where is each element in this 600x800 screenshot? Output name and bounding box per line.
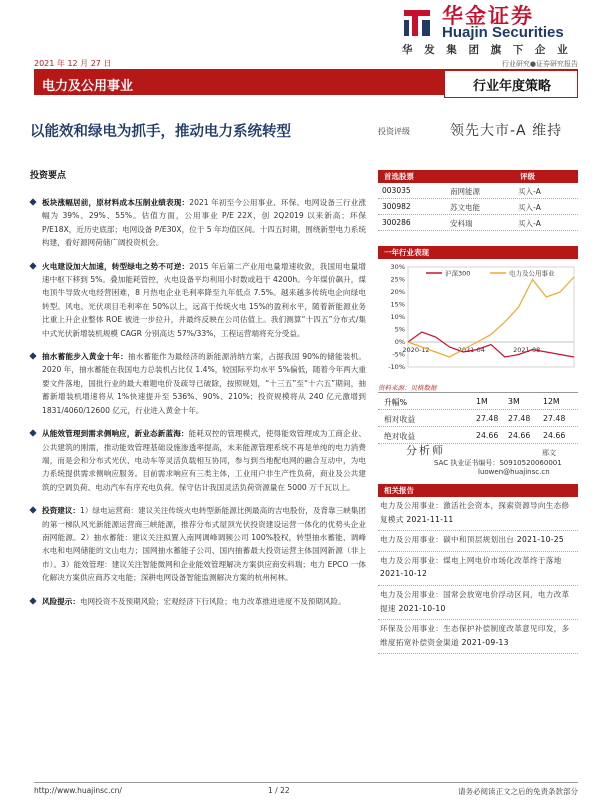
key-point <box>30 260 366 340</box>
related-header: 相关报告 <box>378 484 578 497</box>
stock-code: 300982 <box>382 202 411 211</box>
key-point-text: 抽水蓄能作为最经济的新能源消纳方案，占据我国 90%的储能装机。2020 年，抽水蓄能在我国电力总装机占比仅 1.4%，较国际平均水平 5%偏低，随着今年两大重要文件落地，国批行业的最大难题电价及疏导已破除，按照规划，“十三五”至“十六五”期间，抽蓄新增装机增速将从 1%快速提升至 536%、90%、210%；投资规模将从 240 亿元激增到 1831/4060/12600 亿元，行业进入黄金十年。 <box>42 352 367 415</box>
industry-name: 电力及公用事业 <box>42 79 134 94</box>
related-reports <box>378 484 578 654</box>
rating-label: 投资评级 <box>378 127 410 136</box>
diamond-bullet-icon <box>29 352 36 359</box>
table-header-cell: 1M <box>476 397 488 406</box>
logo-english-name: Huajin Securities <box>442 24 564 41</box>
key-point-lead: 从能效管理到需求侧响应，新业态新蓝海： <box>42 429 189 439</box>
legend-label: 沪深300 <box>445 269 471 278</box>
key-point-lead: 风险提示： <box>42 596 80 606</box>
table-cell: 27.48 <box>543 414 566 423</box>
logo-chinese-name: 华金证券 <box>442 4 534 28</box>
industry-band <box>34 71 578 95</box>
table-cell: 27.48 <box>476 414 499 423</box>
report-title: 以能效和绿电为抓手，推动电力系统转型 <box>30 124 291 140</box>
stock-code: 300286 <box>382 218 411 227</box>
footer-rule <box>34 782 578 783</box>
y-tick-label: 20% <box>390 288 405 296</box>
key-points-heading: 投资要点 <box>30 171 67 181</box>
table-cell: 24.66 <box>476 431 499 440</box>
table-header-row <box>378 393 578 410</box>
table-row <box>378 183 578 199</box>
key-point <box>30 350 366 417</box>
related-report-date: 2021-09-13 <box>461 637 509 647</box>
related-report-title: 环保及公用事业：生态保护补偿制度改革意见印发，多维度拓宽补偿资金渠道 <box>380 624 570 647</box>
chart-source: 资料来源：贝格数据 <box>378 384 437 392</box>
y-tick-label: 30% <box>390 263 405 271</box>
related-report-item[interactable] <box>378 620 578 654</box>
stock-rating: 买入-A <box>518 203 541 212</box>
table-row <box>378 215 578 231</box>
performance-header: 一年行业表现 <box>378 246 578 259</box>
footer-url[interactable]: http://www.huajinsc.cn/ <box>34 786 122 795</box>
table-row <box>378 410 578 427</box>
stock-name: 南网能源 <box>450 187 480 196</box>
related-report-title: 电力及公用事业：激活社会资本，探索资源导向生态修复模式 <box>380 501 570 524</box>
report-type: 行业研究●证券研究报告 <box>501 60 578 68</box>
key-point-text: 电网投资不及预期风险；宏观经济下行风险；电力改革推进进度不及预期风险。 <box>79 596 346 606</box>
x-tick-label: 2021-04 <box>457 346 485 354</box>
y-tick-label: 25% <box>390 275 405 284</box>
related-report-item[interactable] <box>378 552 578 586</box>
key-point <box>30 427 366 494</box>
diamond-bullet-icon <box>29 597 36 604</box>
stocks-header-left: 首选股票 <box>384 172 414 181</box>
key-points-column <box>30 168 366 618</box>
analyst-email[interactable]: luowen@huajinsc.cn <box>478 468 550 476</box>
analyst-certificate: SAC 执业证书编号：S0910520060001 <box>434 459 562 467</box>
key-point-lead: 火电建设加大加速，转型绿电之势不可逆： <box>42 261 190 271</box>
key-point-text: 能耗双控的管理模式，使得能效管理成为工商企业、公共建筑的刚需，推动能效管理基础设施渗透率提高，未来能源管理系统不再是单纯的电力消费端，而是会和分布式光伏、电动车等灵活负载相互协同，参与到当地配电网的融合互动中，为电力系统提供需求侧响应服务。目前需求响应有三类主体，工业用户非生产性负荷，商业及公共建筑的空调负荷、电动汽车有序充电负荷。保守估计我国灵活负荷资源量在 5000 万千瓦以上。 <box>42 429 366 492</box>
table-header-cell: 3M <box>508 397 520 406</box>
group-tagline: 华 发 集 团 旗 下 企 业 <box>402 44 572 56</box>
stock-rating: 买入-A <box>518 219 541 228</box>
strategy-box <box>444 71 578 98</box>
table-cell: 绝对收益 <box>384 432 416 441</box>
key-point-lead: 板块涨幅居前，原材料成本压制业绩表现： <box>42 198 190 207</box>
stocks-header <box>378 170 578 183</box>
performance-table <box>378 392 578 444</box>
y-tick-label: -5% <box>392 350 405 359</box>
legend-label: 电力及公用事业 <box>509 269 555 278</box>
table-cell: 27.48 <box>508 414 531 423</box>
x-tick-label: 2020-12 <box>402 346 430 354</box>
stocks-header-right: 评级 <box>520 172 535 181</box>
related-report-date: 2021-10-10 <box>398 603 446 613</box>
y-tick-label: 5% <box>394 325 405 334</box>
table-cell: 24.66 <box>543 431 566 440</box>
related-report-title: 电力及公用事业：国常会放宽电价浮动区间，电力改革提速 <box>380 589 570 613</box>
y-tick-label: -10% <box>388 363 405 371</box>
x-tick-label: 2021-08 <box>513 346 541 354</box>
related-report-date: 2021-10-12 <box>380 569 428 579</box>
key-point-lead: 抽水蓄能步入黄金十年： <box>42 352 128 362</box>
analyst-block <box>378 442 578 478</box>
related-report-date: 2021-11-11 <box>406 514 454 524</box>
huajin-logo-icon <box>400 6 434 40</box>
y-tick-label: 15% <box>390 300 405 309</box>
related-report-title: 电力及公用事业：煤电上网电价市场化改革终于落地 <box>380 555 562 565</box>
performance-line-chart <box>378 259 578 373</box>
related-report-item[interactable] <box>378 497 578 531</box>
table-header-cell: 升幅% <box>384 398 408 407</box>
analyst-name: 邢文 <box>542 449 556 457</box>
table-cell: 24.66 <box>508 431 531 440</box>
stock-name: 苏文电能 <box>450 203 480 212</box>
stock-code: 003035 <box>382 186 411 195</box>
related-report-item[interactable] <box>378 531 578 552</box>
diamond-bullet-icon <box>29 198 36 205</box>
page-number: 1 / 22 <box>268 786 290 795</box>
strategy-label: 行业年度策略 <box>472 79 551 94</box>
key-point-text: 1）绿电运营商：建议关注传统火电转型新能源比例最高的吉电股份，及背靠三峡集团的第一梯队风光新能源运营商三峡能源，推荐分布式屋顶光伏投资建设运营一体化的优势头企业南网能源。2）抽水蓄能：建议关注拟置入南网调峰调频公司 100%股权，转型抽水蓄能、调峰水电和电网储能的文山电力；国网抽水蓄能子公司、国内抽蓄最大投资运营主体国网新源（非上市）。3）能效管理：建议关注智能微网和企业能效管理解决方案供应商安科瑞；电力 EPCO 一体化解决方案供应商苏文电能；深耕电网设备智能监测解决方案的杭州柯林。 <box>42 506 367 583</box>
diamond-bullet-icon <box>29 262 36 269</box>
key-point-text: 2021 年初至今公用事业、环保、电网设备三行业涨幅为 39%、29%、55%。估值方面，公用事业 P/E 22X，创 2Q2019 以来新高；环保 P/E18X，近历史底部；电网设备 P/E30X，位于 5 年均值区间。十四五时期，围绕新型电力系统构建，看好源网荷储广阔投资机会。 <box>42 198 366 248</box>
table-cell: 相对收益 <box>384 415 416 424</box>
diamond-bullet-icon <box>29 507 36 514</box>
report-date: 2021 年 12 月 27 日 <box>34 59 112 68</box>
footer-disclaimer: 请务必阅读正文之后的免责条款部分 <box>458 787 578 796</box>
preferred-stocks-table <box>378 170 578 231</box>
rating-value: 领先大市-A 维持 <box>450 123 563 139</box>
key-point <box>30 595 366 608</box>
key-point <box>30 504 366 584</box>
y-tick-label: 0% <box>394 338 405 346</box>
diamond-bullet-icon <box>29 429 36 436</box>
table-header-cell: 12M <box>543 397 560 406</box>
related-report-item[interactable] <box>378 586 578 620</box>
analyst-title: 分析师 <box>406 444 445 457</box>
key-point-lead: 投资建议： <box>42 506 80 516</box>
table-row <box>378 199 578 215</box>
stock-name: 安科瑞 <box>450 219 473 228</box>
key-point <box>30 196 366 250</box>
series-line <box>408 332 574 357</box>
key-point-text: 2015 年后第二产业用电量增速收敛，我国用电量增速中枢下移到 5%。叠加能耗管控，火电设备平均利用小时数或趋于 4200h。今年煤价飙升，煤电顶牛导致火电经营困难，8 月热电企业毛利率降至九年低点 7.5%。越来越多传统电企向绿电转型。风电、光伏项目毛利率在 50%以上，远高于传统火电 15%的盈利水平，随着新能源业务比重上升企业整体 ROE 被进一步拉升，并最终反映在公司估值上。我们测算“十四五”分布式/集中式光伏新增装机规模 CAGR 分别高达 57%/33%，工程运营端将充分受益。 <box>42 261 366 338</box>
related-report-title: 电力及公用事业：碳中和顶层规划出台 <box>380 535 517 545</box>
performance-chart <box>378 259 578 373</box>
y-tick-label: 10% <box>390 313 405 321</box>
stock-rating: 买入-A <box>518 187 541 196</box>
related-report-date: 2021-10-25 <box>516 535 565 545</box>
industry-performance-box <box>378 246 578 392</box>
